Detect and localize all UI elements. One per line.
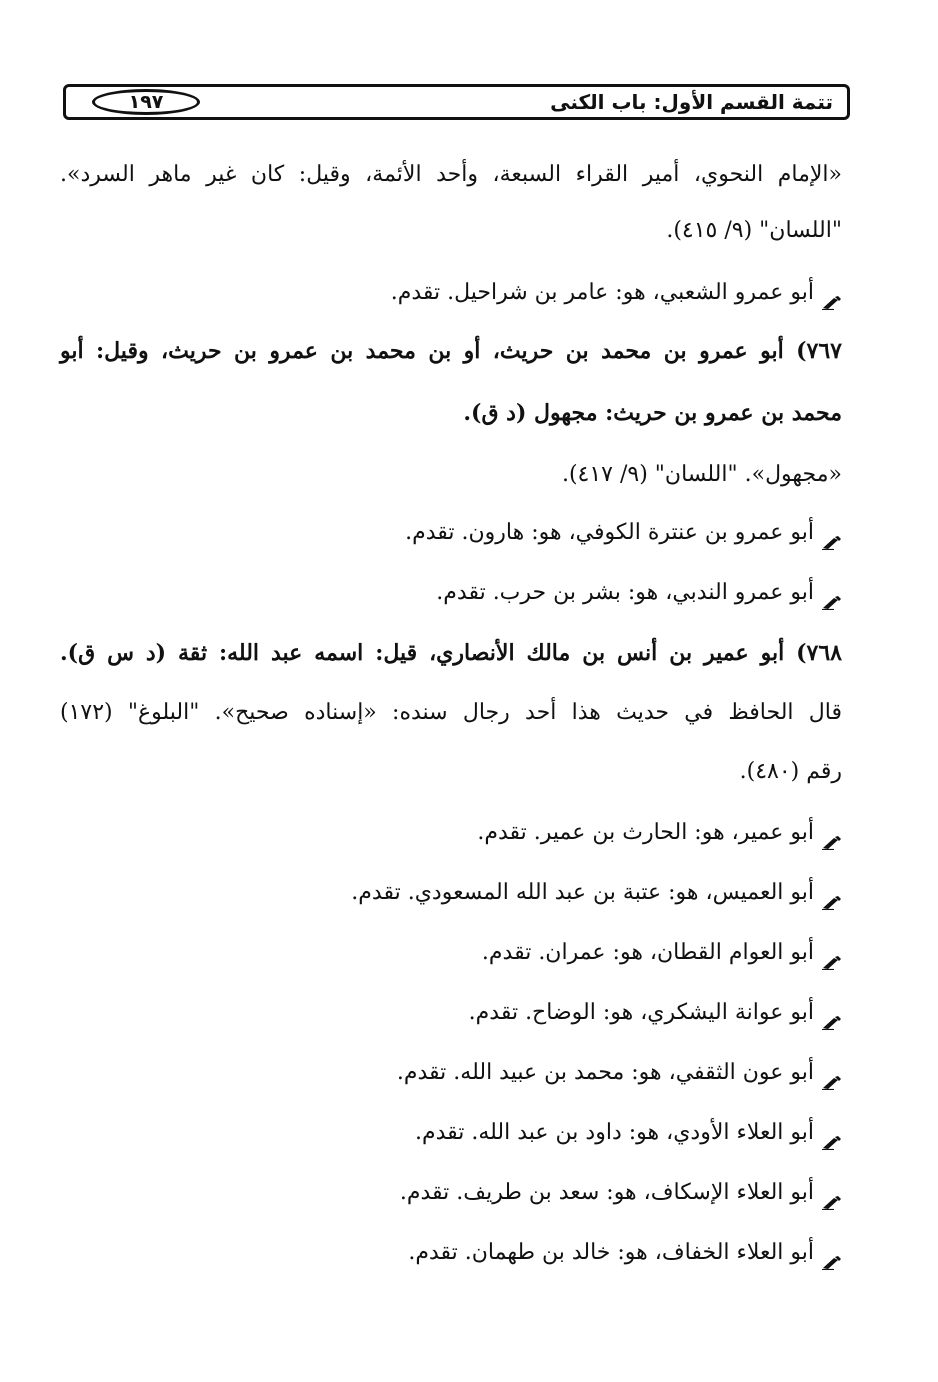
pen-icon [822, 1004, 842, 1018]
pen-icon [822, 584, 842, 598]
pen-icon [822, 524, 842, 538]
line-text: محمد بن عمرو بن حريث: مجهول (د ق). [463, 400, 842, 426]
pen-icon [822, 1124, 842, 1138]
line-text: أبو العلاء الخفاف، هو: خالد بن طهمان. تقدم. [408, 1240, 814, 1265]
cross-reference-line [351, 873, 842, 913]
line-text: أبو عون الثقفي، هو: محمد بن عبيد الله. تقدم. [396, 1060, 814, 1085]
cross-reference-line [415, 1113, 842, 1153]
cross-reference-line [482, 933, 842, 973]
line-text: أبو عمرو بن عنترة الكوفي، هو: هارون. تقدم. [405, 520, 814, 545]
pen-icon [822, 1184, 842, 1198]
entry-heading-line [60, 331, 842, 371]
cross-reference-line [469, 993, 842, 1033]
pen-icon [822, 1064, 842, 1078]
entry-heading-line [60, 633, 842, 673]
line-text: «مجهول». "اللسان" (٩/ ٤١٧). [561, 462, 842, 487]
cross-reference-line [477, 813, 842, 853]
entry-heading-line [463, 393, 842, 433]
line-text: ٧٦٧) أبو عمرو بن محمد بن حريث، أو بن محمد بن عمرو بن حريث، وقيل: أبو [60, 338, 842, 364]
cross-reference-line [397, 1053, 842, 1093]
text-line [60, 693, 842, 733]
text-line [666, 211, 842, 251]
page-number: ١٩٧ [92, 89, 200, 115]
running-header [63, 84, 850, 120]
cross-reference-line [408, 1233, 842, 1273]
pen-icon [822, 284, 842, 298]
line-text: أبو العلاء الأودي، هو: داود بن عبد الله. تقدم. [414, 1120, 814, 1145]
cross-reference-line [391, 273, 842, 313]
line-text: أبو العميس، هو: عتبة بن عبد الله المسعودي. تقدم. [351, 880, 814, 905]
line-text: أبو العوام القطان، هو: عمران. تقدم. [481, 940, 814, 965]
text-line [60, 155, 842, 195]
text-line [740, 752, 842, 792]
line-text: أبو العلاء الإسكاف، هو: سعد بن طريف. تقدم. [399, 1180, 814, 1205]
cross-reference-line [436, 573, 842, 613]
header-title: تتمة القسم الأول: باب الكنى [550, 90, 833, 114]
pen-icon [822, 884, 842, 898]
line-text: «الإمام النحوي، أمير القراء السبعة، وأحد الأئمة، وقيل: كان غير ماهر السرد». [60, 162, 842, 187]
line-text: أبو عوانة اليشكري، هو: الوضاح. تقدم. [468, 1000, 814, 1025]
line-text: ٧٦٨) أبو عمير بن أنس بن مالك الأنصاري، قيل: اسمه عبد الله: ثقة (د س ق). [60, 640, 842, 666]
line-text: رقم (٤٨٠). [739, 759, 842, 784]
line-text: أبو عمير، هو: الحارث بن عمير. تقدم. [477, 820, 814, 845]
cross-reference-line [405, 513, 842, 553]
line-text: "اللسان" (٩/ ٤١٥). [666, 218, 842, 243]
pen-icon [822, 1244, 842, 1258]
pen-icon [822, 944, 842, 958]
line-text: أبو عمرو الشعبي، هو: عامر بن شراحيل. تقدم. [390, 280, 814, 305]
cross-reference-line [400, 1173, 842, 1213]
text-line [562, 455, 842, 495]
pen-icon [822, 824, 842, 838]
line-text: قال الحافظ في حديث هذا أحد رجال سنده: «إسناده صحيح». "البلوغ" (١٧٢) [60, 700, 842, 725]
line-text: أبو عمرو الندبي، هو: بشر بن حرب. تقدم. [436, 580, 814, 605]
